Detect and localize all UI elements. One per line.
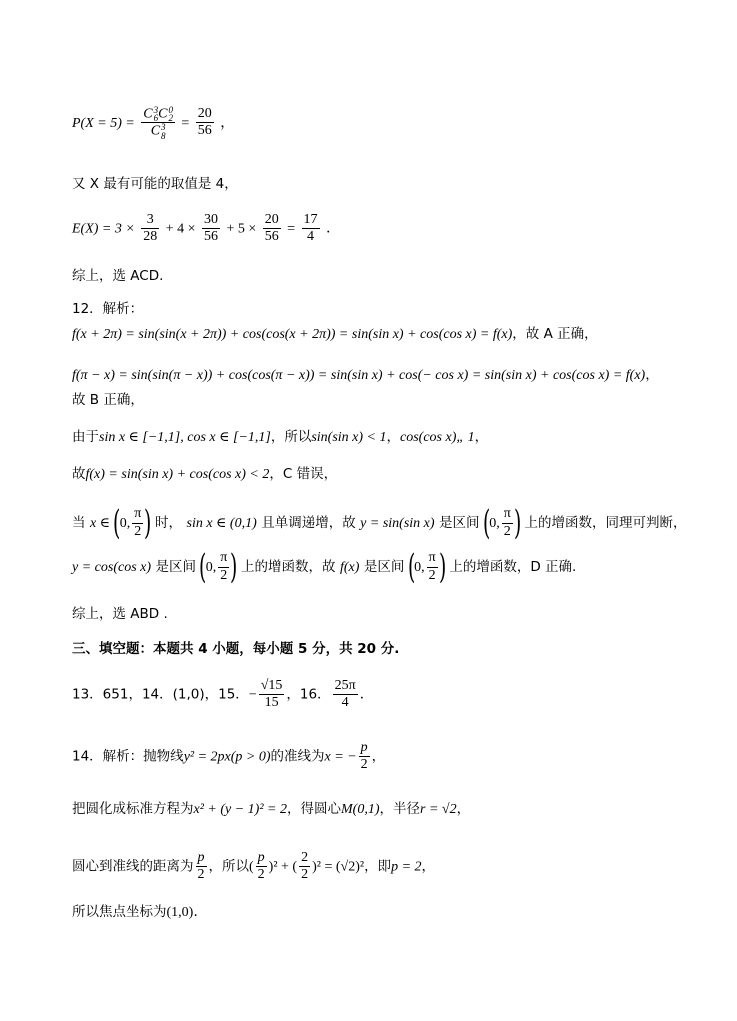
fraction-combination: C 3 6 C 0 2 C 3 8 (143, 105, 173, 141)
q14-directrix: 14．解析：抛物线y² = 2px(p > 0)的准线为x = − $\frac{p}{2}$ ， (72, 740, 386, 773)
text-select-acd: 综上，选 ACD. (72, 268, 164, 284)
text-select-abd: 综上，选 ABD . (72, 606, 168, 622)
answers-13-16: 13．651，14．(1,0)，15．− $\frac{√15}{15}$ ，16． $\frac{25\pi}{4}$ . (72, 678, 365, 711)
p-x5-lhs: P(X = 5) = (72, 115, 135, 131)
formula-monotonic-1: 当 x ∈ (0, $\frac{\pi}{2}$ ) 时， sin x ∈ (0,1) 且单调递增，故 y = sin(sin x) 是区间 (0, $\frac{\pi}{2}$ ) 上的增函数，同理可判断， (72, 503, 687, 543)
formula-range: 由于sin x ∈ [−1,1], cos x ∈ [−1,1]，所以sin(sin x) < 1，cos(cos x)„ 1， (72, 429, 489, 445)
formula-p-x5: P(X = 5) = C 3 6 C 0 2 C 3 8 = $\frac{20}{56}$ ， (72, 105, 235, 141)
text-q12-heading: 12．解析： (72, 301, 144, 317)
q14-focus: 所以焦点坐标为(1,0). (72, 904, 198, 920)
formula-expectation: E(X) = 3 × $\frac{3}{28}$ + 4 × $\frac{30}{56}$ + 5 × $\frac{20}{56}$ = $\frac{17}{4}$ . (72, 212, 331, 245)
fraction-17-4: $\frac{17}{4}$ (303, 212, 318, 245)
formula-f-symmetry: f(π − x) = sin(sin(π − x)) + cos(cos(π − x)) = sin(sin x) + cos(− cos x) = sin(sin x) + cos(cos x) = f(x)， (72, 367, 659, 383)
formula-f-period: f(x + 2π) = sin(sin(x + 2π)) + cos(cos(x + 2π)) = sin(sin x) + cos(cos x) = f(x)，故 A 正确， (72, 326, 598, 342)
formula-monotonic-2: y = cos(cos x) 是区间 (0, $\frac{\pi}{2}$ ) 上的增函数，故 f(x) 是区间 (0, $\frac{\pi}{2}$ ) 上的增函数，D 正确. (72, 547, 577, 587)
text-most-likely: 又 X 最有可能的取值是 4， (72, 176, 238, 192)
section-heading-fill-blank: 三、填空题：本题共 4 小题，每小题 5 分，共 20 分. (72, 641, 400, 657)
text-b-correct: 故 B 正确， (72, 392, 144, 408)
formula-bound: 故f(x) = sin(sin x) + cos(cos x) < 2，C 错误， (72, 466, 338, 482)
fraction-20-56b: $\frac{20}{56}$ (264, 212, 279, 245)
fraction-3-28: $\frac{3}{28}$ (143, 212, 158, 245)
fraction-20-56: $\frac{20}{56}$ (197, 106, 212, 139)
fraction-30-56: $\frac{30}{56}$ (203, 212, 218, 245)
q14-distance: 圆心到准线的距离为 $\frac{p}{2}$ ，所以( $\frac{p}{2}$ )² + ( $\frac{2}{2}$ )² = (√2)²，即p = 2， (72, 850, 436, 883)
q14-circle: 把圆化成标准方程为x² + (y − 1)² = 2，得圆心M(0,1)，半径r = √2， (72, 801, 471, 817)
fraction-25pi-4: $\frac{25\pi}{4}$ (334, 678, 356, 711)
fraction-sqrt15: $\frac{√15}{15}$ (260, 678, 283, 711)
